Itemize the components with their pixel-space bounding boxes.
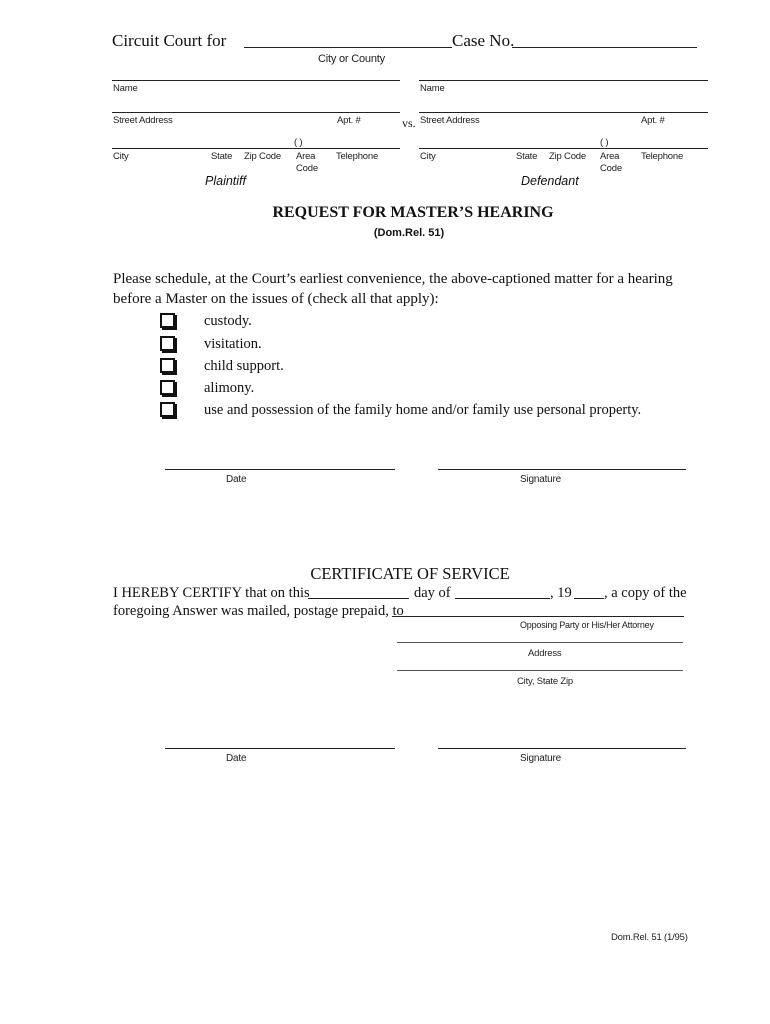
certificate-day-field[interactable] bbox=[308, 598, 409, 599]
defendant-code-label: Code bbox=[600, 163, 622, 174]
certificate-title: CERTIFICATE OF SERVICE bbox=[310, 564, 510, 583]
request-signature-field[interactable] bbox=[438, 469, 686, 470]
request-line-2: before a Master on the issues of (check all that apply): bbox=[113, 291, 439, 307]
certificate-line-1-b: day of bbox=[414, 585, 451, 601]
defendant-apt-label: Apt. # bbox=[641, 115, 665, 126]
defendant-name-field[interactable] bbox=[419, 80, 708, 81]
plaintiff-state-label: State bbox=[211, 151, 233, 162]
plaintiff-street-label: Street Address bbox=[113, 115, 173, 126]
city-state-zip-label: City, State Zip bbox=[517, 676, 573, 687]
certificate-line-2: foregoing Answer was mailed, postage prepaid, to bbox=[113, 603, 404, 619]
plaintiff-street-field[interactable] bbox=[112, 112, 400, 113]
child-support-checkbox[interactable] bbox=[160, 358, 175, 373]
certificate-signature-label: Signature bbox=[520, 753, 562, 764]
request-line-1: Please schedule, at the Court’s earliest convenience, the above-captioned matter for a hearing bbox=[113, 271, 673, 287]
defendant-city-field[interactable] bbox=[419, 148, 708, 149]
request-date-field[interactable] bbox=[165, 469, 395, 470]
plaintiff-apt-label: Apt. # bbox=[337, 115, 361, 126]
plaintiff-telephone-label: Telephone bbox=[336, 151, 379, 162]
certificate-signature-field[interactable] bbox=[438, 748, 686, 749]
certificate-line-1-a: I HEREBY CERTIFY that on this bbox=[113, 585, 310, 601]
plaintiff-role-label: Plaintiff bbox=[205, 174, 246, 188]
defendant-telephone-label: Telephone bbox=[641, 151, 684, 162]
certificate-year-field[interactable] bbox=[574, 598, 604, 599]
plaintiff-zip-label: Zip Code bbox=[244, 151, 281, 162]
case-no-field[interactable] bbox=[512, 47, 697, 48]
custody-option-label: custody. bbox=[204, 313, 252, 329]
family-home-option-label: use and possession of the family home and/or family use personal property. bbox=[204, 402, 642, 418]
certificate-line-1-d: , a copy of the bbox=[604, 585, 687, 601]
custody-checkbox[interactable] bbox=[160, 313, 175, 328]
city-or-county-label: City or County bbox=[318, 53, 385, 65]
request-signature-label: Signature bbox=[520, 474, 562, 485]
defendant-zip-label: Zip Code bbox=[549, 151, 586, 162]
plaintiff-name-label: Name bbox=[113, 83, 138, 94]
defendant-street-field[interactable] bbox=[419, 112, 708, 113]
court-name-field[interactable] bbox=[244, 47, 452, 48]
visitation-option-label: visitation. bbox=[204, 336, 262, 352]
visitation-checkbox[interactable] bbox=[160, 336, 175, 351]
certificate-address-field[interactable] bbox=[397, 642, 683, 643]
plaintiff-code-label: Code bbox=[296, 163, 318, 174]
case-no-label: Case No. bbox=[452, 31, 515, 50]
certificate-month-field[interactable] bbox=[455, 598, 550, 599]
plaintiff-city-field[interactable] bbox=[112, 148, 400, 149]
defendant-state-label: State bbox=[516, 151, 538, 162]
child-support-option-label: child support. bbox=[204, 358, 284, 374]
certificate-recipient-field[interactable] bbox=[392, 616, 684, 617]
plaintiff-area-label: Area bbox=[296, 151, 316, 162]
defendant-phone-paren: ( ) bbox=[600, 137, 609, 148]
alimony-option-label: alimony. bbox=[204, 380, 255, 396]
certificate-city-state-zip-field[interactable] bbox=[397, 670, 683, 671]
alimony-checkbox[interactable] bbox=[160, 380, 175, 395]
court-label: Circuit Court for bbox=[112, 31, 227, 50]
address-label: Address bbox=[528, 648, 562, 659]
plaintiff-name-field[interactable] bbox=[112, 80, 400, 81]
opposing-party-label: Opposing Party or His/Her Attorney bbox=[520, 620, 654, 630]
defendant-city-label: City bbox=[420, 151, 436, 162]
request-date-label: Date bbox=[226, 474, 247, 485]
plaintiff-phone-paren: ( ) bbox=[294, 137, 303, 148]
form-id-footer: Dom.Rel. 51 (1/95) bbox=[611, 932, 688, 943]
request-title: REQUEST FOR MASTER’S HEARING bbox=[272, 204, 554, 221]
family-home-checkbox[interactable] bbox=[160, 402, 175, 417]
request-subtitle: (Dom.Rel. 51) bbox=[373, 227, 445, 239]
certificate-line-1-c: , 19 bbox=[550, 585, 572, 601]
defendant-street-label: Street Address bbox=[420, 115, 480, 126]
plaintiff-city-label: City bbox=[113, 151, 129, 162]
versus-label: vs. bbox=[402, 116, 416, 130]
defendant-role-label: Defendant bbox=[521, 174, 579, 188]
certificate-date-label: Date bbox=[226, 753, 247, 764]
certificate-date-field[interactable] bbox=[165, 748, 395, 749]
defendant-area-label: Area bbox=[600, 151, 620, 162]
defendant-name-label: Name bbox=[420, 83, 445, 94]
